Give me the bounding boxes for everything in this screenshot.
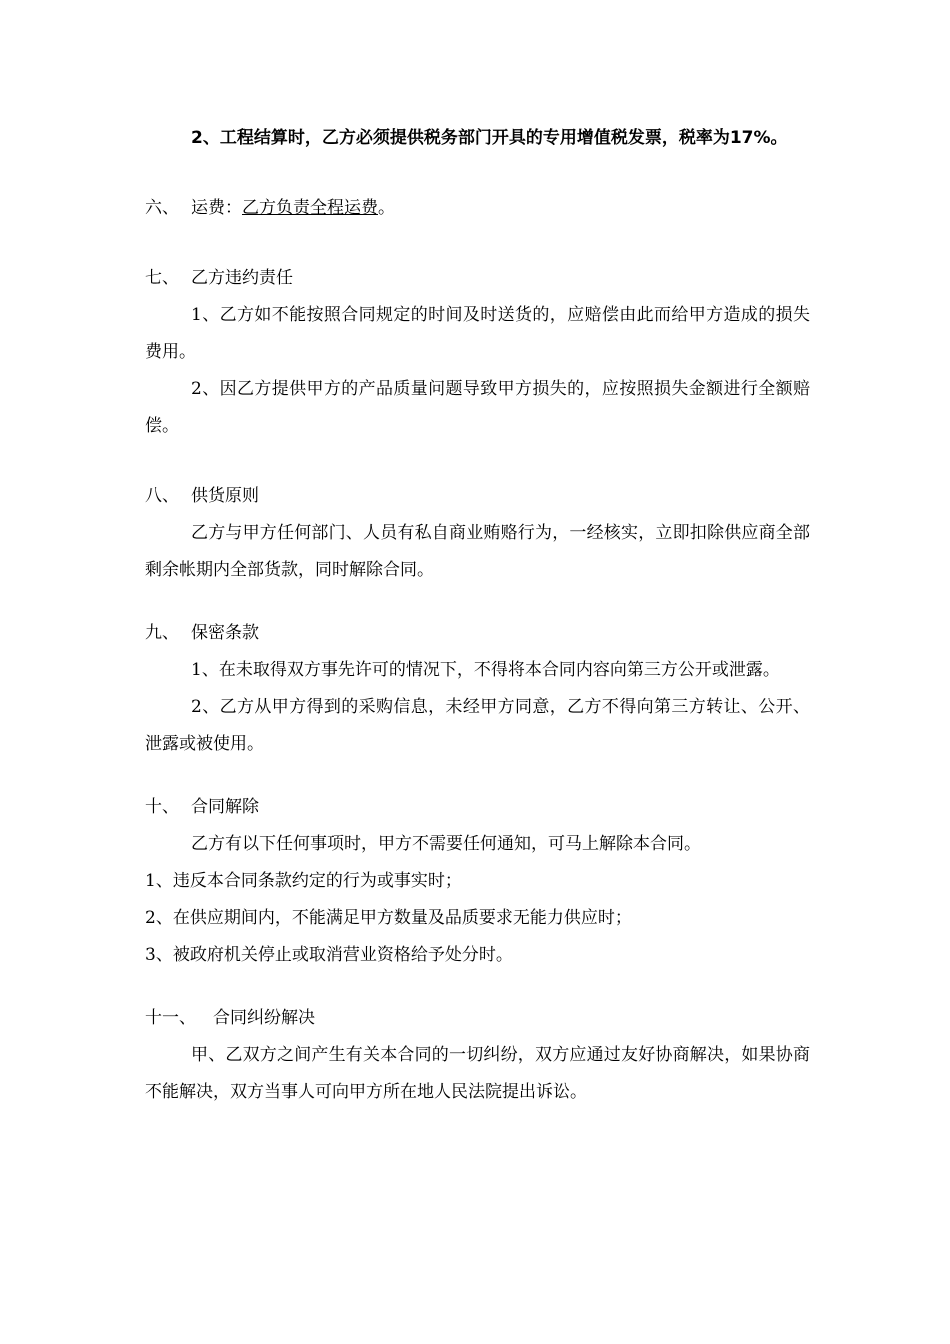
clause-10-3: 3、被政府机关停止或取消营业资格给予处分时。	[145, 945, 513, 965]
section-8-title: 供货原则	[191, 486, 259, 506]
clause-10-1: 1、违反本合同条款约定的行为或事实时；	[145, 871, 462, 891]
section-10-title: 合同解除	[191, 797, 259, 817]
section-11-title: 合同纠纷解决	[213, 1008, 315, 1028]
clause-11-body: 甲、乙双方之间产生有关本合同的一切纠纷，双方应通过友好协商解决，如果协商不能解决，双方当事人可向甲方所在地人民法院提出诉讼。	[145, 1045, 810, 1102]
clause-9-1: 1、在未取得双方事先许可的情况下，不得将本合同内容向第三方公开或泄露。	[191, 660, 780, 680]
section-11-heading	[145, 1000, 810, 1037]
section-11-number: 十一、	[145, 1008, 196, 1028]
clause-7-1: 1、乙方如不能按照合同规定的时间及时送货的，应赔偿由此而给甲方造成的损失费用。	[145, 305, 810, 362]
clause-5-2: 2、工程结算时，乙方必须提供税务部门开具的专用增值税发票，税率为17%。	[191, 128, 788, 148]
section-9-heading	[145, 615, 810, 652]
section-6-heading	[145, 190, 810, 227]
section-10-number: 十、	[145, 797, 179, 817]
clause-10-2: 2、在供应期间内，不能满足甲方数量及品质要求无能力供应时；	[145, 908, 632, 928]
clause-8-body: 乙方与甲方任何部门、人员有私自商业贿赂行为，一经核实，立即扣除供应商全部剩余帐期内全部货款，同时解除合同。	[145, 523, 810, 580]
section-6-number: 六、	[145, 198, 179, 218]
clause-10-intro: 乙方有以下任何事项时，甲方不需要任何通知，可马上解除本合同。	[191, 834, 701, 854]
section-9-number: 九、	[145, 623, 179, 643]
section-6-title: 运费：	[191, 198, 242, 218]
section-8-number: 八、	[145, 486, 179, 506]
section-10-heading	[145, 789, 810, 826]
section-9-title: 保密条款	[191, 623, 259, 643]
section-7-number: 七、	[145, 268, 179, 288]
document-page	[145, 120, 810, 1111]
section-6-freight-text: 乙方负责全程运费	[242, 198, 378, 218]
clause-9-2: 2、乙方从甲方得到的采购信息，未经甲方同意，乙方不得向第三方转让、公开、泄露或被使用。	[145, 697, 810, 754]
section-7-title: 乙方违约责任	[191, 268, 293, 288]
section-8-heading	[145, 478, 810, 515]
section-6-tail: 。	[378, 198, 395, 218]
clause-7-2: 2、因乙方提供甲方的产品质量问题导致甲方损失的，应按照损失金额进行全额赔偿。	[145, 379, 810, 436]
section-7-heading	[145, 260, 810, 297]
